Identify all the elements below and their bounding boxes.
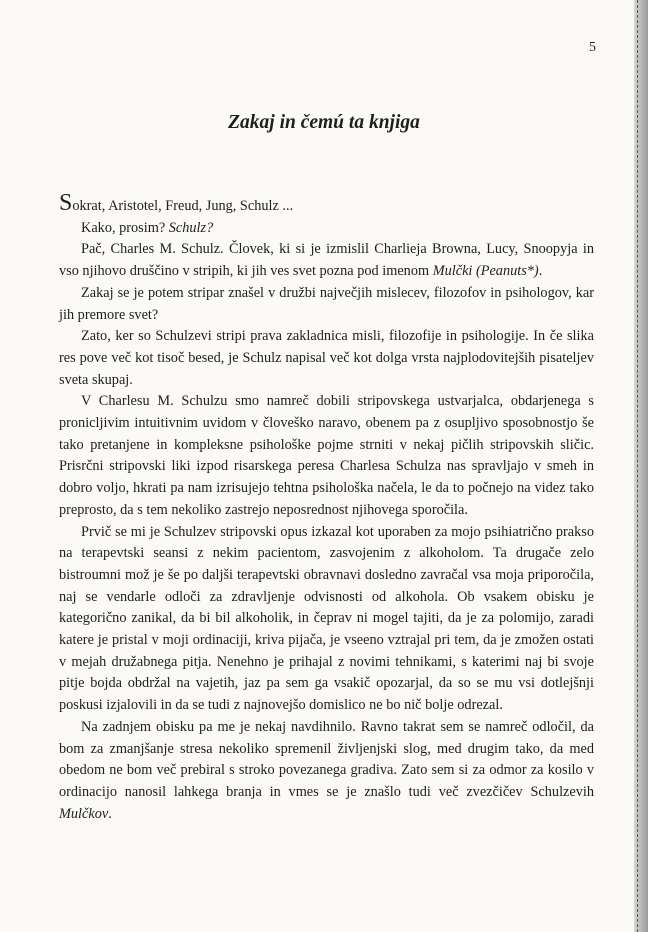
body-text [59, 190, 594, 825]
page-binding-edge [634, 0, 648, 932]
chapter-title: Zakaj in čemú ta knjiga [228, 112, 420, 133]
paragraph-2-text: Kako, prosim? [81, 219, 169, 236]
paragraph-8 [59, 717, 594, 826]
paragraph-1-text: okrat, Aristotel, Freud, Jung, Schulz ... [72, 198, 294, 214]
paragraph-8-text: Na zadnjem obisku pa me je nekaj navdihnilo. Ravno takrat sem se namreč odločil, da bom za zmanjšanje stresa nekoliko spremenil življenjski slog, med drugim tako, da med obedom ne bom več prebiral s stroko povezanega gradiva. Zato sem si za odmor za kosilo v ordinacijo nanosil lahkega branja in vmes se je znašlo tudi več zvezčičev Schulzevih [59, 718, 594, 800]
paragraph-6: V Charlesu M. Schulzu smo namreč dobili stripovskega ustvarjalca, obdarjenega s pronicljivim intuitivnim uvidom v človeško naravo, obenem pa z osupljivo sposobnostjo še tako pretanjene in kompleksne psihološke pojme strniti v nekaj pičlih stripovskih sličic. Prisrčni stripovski liki izpod risarskega peresa Charlesa Schulza nas spravljajo v smeh in dobro voljo, hkrati pa nam izrisujejo tehtna psihološka načela, le da to počnejo na videz tako preprosto, da s tem nekoliko zastrejo neposrednost njihovega sporočila. [59, 393, 594, 518]
paragraph-8-italic: Mulčkov [59, 805, 109, 822]
paragraph-2 [59, 218, 594, 240]
paragraph-8-end: . [108, 805, 112, 822]
paragraph-1 [59, 190, 594, 218]
paragraph-4: Zakaj se je potem stripar znašel v družbi največjih mislecev, filozofov in psihologov, kar jih premore svet? [59, 284, 594, 323]
paragraph-3-end: . [538, 263, 543, 280]
paragraph-3-text: Pač, Charles M. Schulz. Človek, ki si je izmislil Charlieja Browna, Lucy, Snoopyja in vso njihovo druščino v stripih, ki jih ves svet pozna pod imenom [59, 241, 594, 280]
paragraph-5: Zato, ker so Schulzevi stripi prava zakladnica misli, filozofije in psihologije. In če slika res pove več kot tisoč besed, je Schulz napisal več kot dolga vrsta najplodovitejših pisateljev sveta skupaj. [59, 328, 594, 388]
page-number: 5 [589, 40, 596, 55]
paragraph-2-italic: Schulz? [168, 219, 214, 236]
paragraph-3 [59, 239, 594, 282]
paragraph-3-italic: Mulčki (Peanuts*) [432, 263, 539, 280]
paragraph-7: Prvič se mi je Schulzev stripovski opus izkazal kot uporaben za mojo psihiatrično prakso na terapevtski seansi z nekim pacientom, zasvojenim z alkoholom. Ta drugače zelo bistroumni mož je še po daljši terapevtski obravnavi dosledno zavračal vsa moja priporočila, naj se vendarle odloči za zdravljenje odvisnosti od alkohola. Ob vsakem obisku je kategorično zanikal, da bi bil alkoholik, in čeprav ni mogel tajiti, da je za polomijo, zaradi katere je pristal v moji ordinaciji, kriva pijača, je vseeno vztrajal pri tem, da je zmožen ostati v mejah družabnega pitja. Nenehno je prihajal z novimi tehnikami, s katerimi naj bi svoje pitje bojda obdržal na vajetih, jaz pa sem ga vsakič opozarjal, da so se mu vsi dotlejšnji poskusi izjalovili in da se tudi z najnovejšo domislico ne bo nič bolje odrezal. [59, 523, 594, 714]
drop-cap: S [59, 190, 73, 216]
